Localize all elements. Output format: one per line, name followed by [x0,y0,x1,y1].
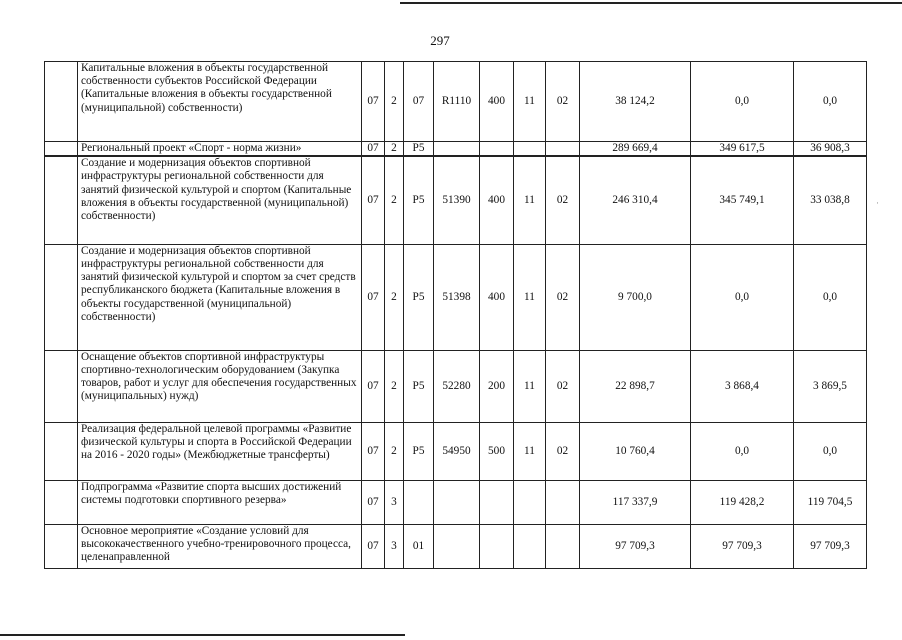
amount-year-3-cell: 119 704,5 [794,480,867,524]
code-target-cell: 54950 [434,422,480,480]
code-target-cell: 51398 [434,244,480,350]
table-row [45,480,867,524]
code-subsection-cell: 11 [514,422,546,480]
amount-year-1-cell: 9 700,0 [580,244,691,350]
code-group-cell [546,524,580,568]
code-expense-type-cell: 200 [480,350,514,422]
amount-year-3-cell: 33 038,8 [794,156,867,244]
code-subsection-cell: 11 [514,350,546,422]
amount-year-2-cell: 97 709,3 [691,524,794,568]
amount-year-2-cell: 349 617,5 [691,142,794,157]
amount-year-3-cell: 97 709,3 [794,524,867,568]
page-number: 297 [430,33,450,48]
code-subsection-cell: 11 [514,244,546,350]
code-section-cell: 07 [362,524,385,568]
code-section-cell: 07 [362,422,385,480]
code-target-cell [434,524,480,568]
code-group-cell: 02 [546,156,580,244]
code-target-cell [434,142,480,157]
code-subprogram-cell: P5 [404,156,434,244]
table-row [45,244,867,350]
amount-year-1-cell: 289 669,4 [580,142,691,157]
code-section-cell: 07 [362,142,385,157]
code-expense-type-cell [480,142,514,157]
amount-year-2-cell: 119 428,2 [691,480,794,524]
row-index-cell [45,244,78,350]
code-expense-type-cell: 400 [480,62,514,142]
code-program-cell: 2 [385,142,404,157]
row-name-cell: Капитальные вложения в объекты государственной собственности субъектов Российской Федерации (Капитальные вложения в объекты государственной (муниципальной) собственности) [78,62,362,142]
amount-year-1-cell: 97 709,3 [580,524,691,568]
row-index-cell [45,350,78,422]
code-program-cell: 2 [385,156,404,244]
row-index-cell [45,156,78,244]
code-expense-type-cell: 400 [480,156,514,244]
code-subsection-cell: 11 [514,156,546,244]
amount-year-2-cell: 0,0 [691,62,794,142]
amount-year-2-cell: 345 749,1 [691,156,794,244]
row-name-cell: Региональный проект «Спорт - норма жизни» [78,142,362,157]
amount-year-2-cell: 0,0 [691,244,794,350]
table-row [45,524,867,568]
row-index-cell [45,62,78,142]
code-subsection-cell [514,142,546,157]
table-row [45,62,867,142]
code-group-cell: 02 [546,62,580,142]
code-subprogram-cell: 01 [404,524,434,568]
code-program-cell: 3 [385,524,404,568]
code-program-cell: 2 [385,244,404,350]
top-edge-rule [400,2,902,4]
row-name-cell: Основное мероприятие «Создание условий для высококачественного учебно-тренировочного процесса, целенаправленной [78,524,362,568]
row-name-cell: Создание и модернизация объектов спортивной инфраструктуры региональной собственности для занятий физической культурой и спортом (Капитальные вложения в объекты государственной (муниципальной) собственности) [78,156,362,244]
amount-year-1-cell: 22 898,7 [580,350,691,422]
code-expense-type-cell: 500 [480,422,514,480]
amount-year-3-cell: 3 869,5 [794,350,867,422]
row-name-cell: Реализация федеральной целевой программы «Развитие физической культуры и спорта в Российской Федерации на 2016 - 2020 годы» (Межбюджетные трансферты) [78,422,362,480]
code-section-cell: 07 [362,244,385,350]
amount-year-1-cell: 117 337,9 [580,480,691,524]
code-group-cell [546,480,580,524]
table-row [45,142,867,157]
amount-year-3-cell: 0,0 [794,422,867,480]
table-row [45,350,867,422]
code-section-cell: 07 [362,156,385,244]
code-section-cell: 07 [362,62,385,142]
code-section-cell: 07 [362,350,385,422]
bottom-edge-rule [0,634,405,636]
row-index-cell [45,524,78,568]
code-program-cell: 2 [385,422,404,480]
margin-mark: · [876,198,879,208]
code-subprogram-cell: P5 [404,142,434,157]
amount-year-1-cell: 246 310,4 [580,156,691,244]
code-expense-type-cell: 400 [480,244,514,350]
amount-year-2-cell: 0,0 [691,422,794,480]
row-name-cell: Подпрограмма «Развитие спорта высших достижений системы подготовки спортивного резерва» [78,480,362,524]
amount-year-1-cell: 38 124,2 [580,62,691,142]
table-body [45,62,867,569]
code-subprogram-cell: P5 [404,244,434,350]
code-group-cell: 02 [546,350,580,422]
code-program-cell: 3 [385,480,404,524]
amount-year-1-cell: 10 760,4 [580,422,691,480]
code-group-cell [546,142,580,157]
code-target-cell: 52280 [434,350,480,422]
amount-year-3-cell: 0,0 [794,62,867,142]
code-subprogram-cell: P5 [404,350,434,422]
code-program-cell: 2 [385,350,404,422]
row-index-cell [45,142,78,157]
amount-year-3-cell: 0,0 [794,244,867,350]
amount-year-2-cell: 3 868,4 [691,350,794,422]
row-index-cell [45,422,78,480]
code-subprogram-cell: P5 [404,422,434,480]
code-expense-type-cell [480,524,514,568]
table-row [45,156,867,244]
row-index-cell [45,480,78,524]
code-program-cell: 2 [385,62,404,142]
code-target-cell: R1110 [434,62,480,142]
code-subsection-cell: 11 [514,62,546,142]
code-section-cell: 07 [362,480,385,524]
code-group-cell: 02 [546,244,580,350]
table-row [45,422,867,480]
code-group-cell: 02 [546,422,580,480]
row-name-cell: Создание и модернизация объектов спортивной инфраструктуры региональной собственности для занятий физической культурой и спортом за счет средств республиканского бюджета (Капитальные вложения в объекты государственной (муниципальной) собственности) [78,244,362,350]
code-expense-type-cell [480,480,514,524]
row-name-cell: Оснащение объектов спортивной инфраструктуры спортивно-технологическим оборудованием (Закупка товаров, работ и услуг для обеспечения государственных (муниципальных) нужд) [78,350,362,422]
code-subsection-cell [514,524,546,568]
code-subprogram-cell: 07 [404,62,434,142]
code-subsection-cell [514,480,546,524]
budget-table [44,61,867,569]
code-target-cell [434,480,480,524]
amount-year-3-cell: 36 908,3 [794,142,867,157]
code-target-cell: 51390 [434,156,480,244]
code-subprogram-cell [404,480,434,524]
